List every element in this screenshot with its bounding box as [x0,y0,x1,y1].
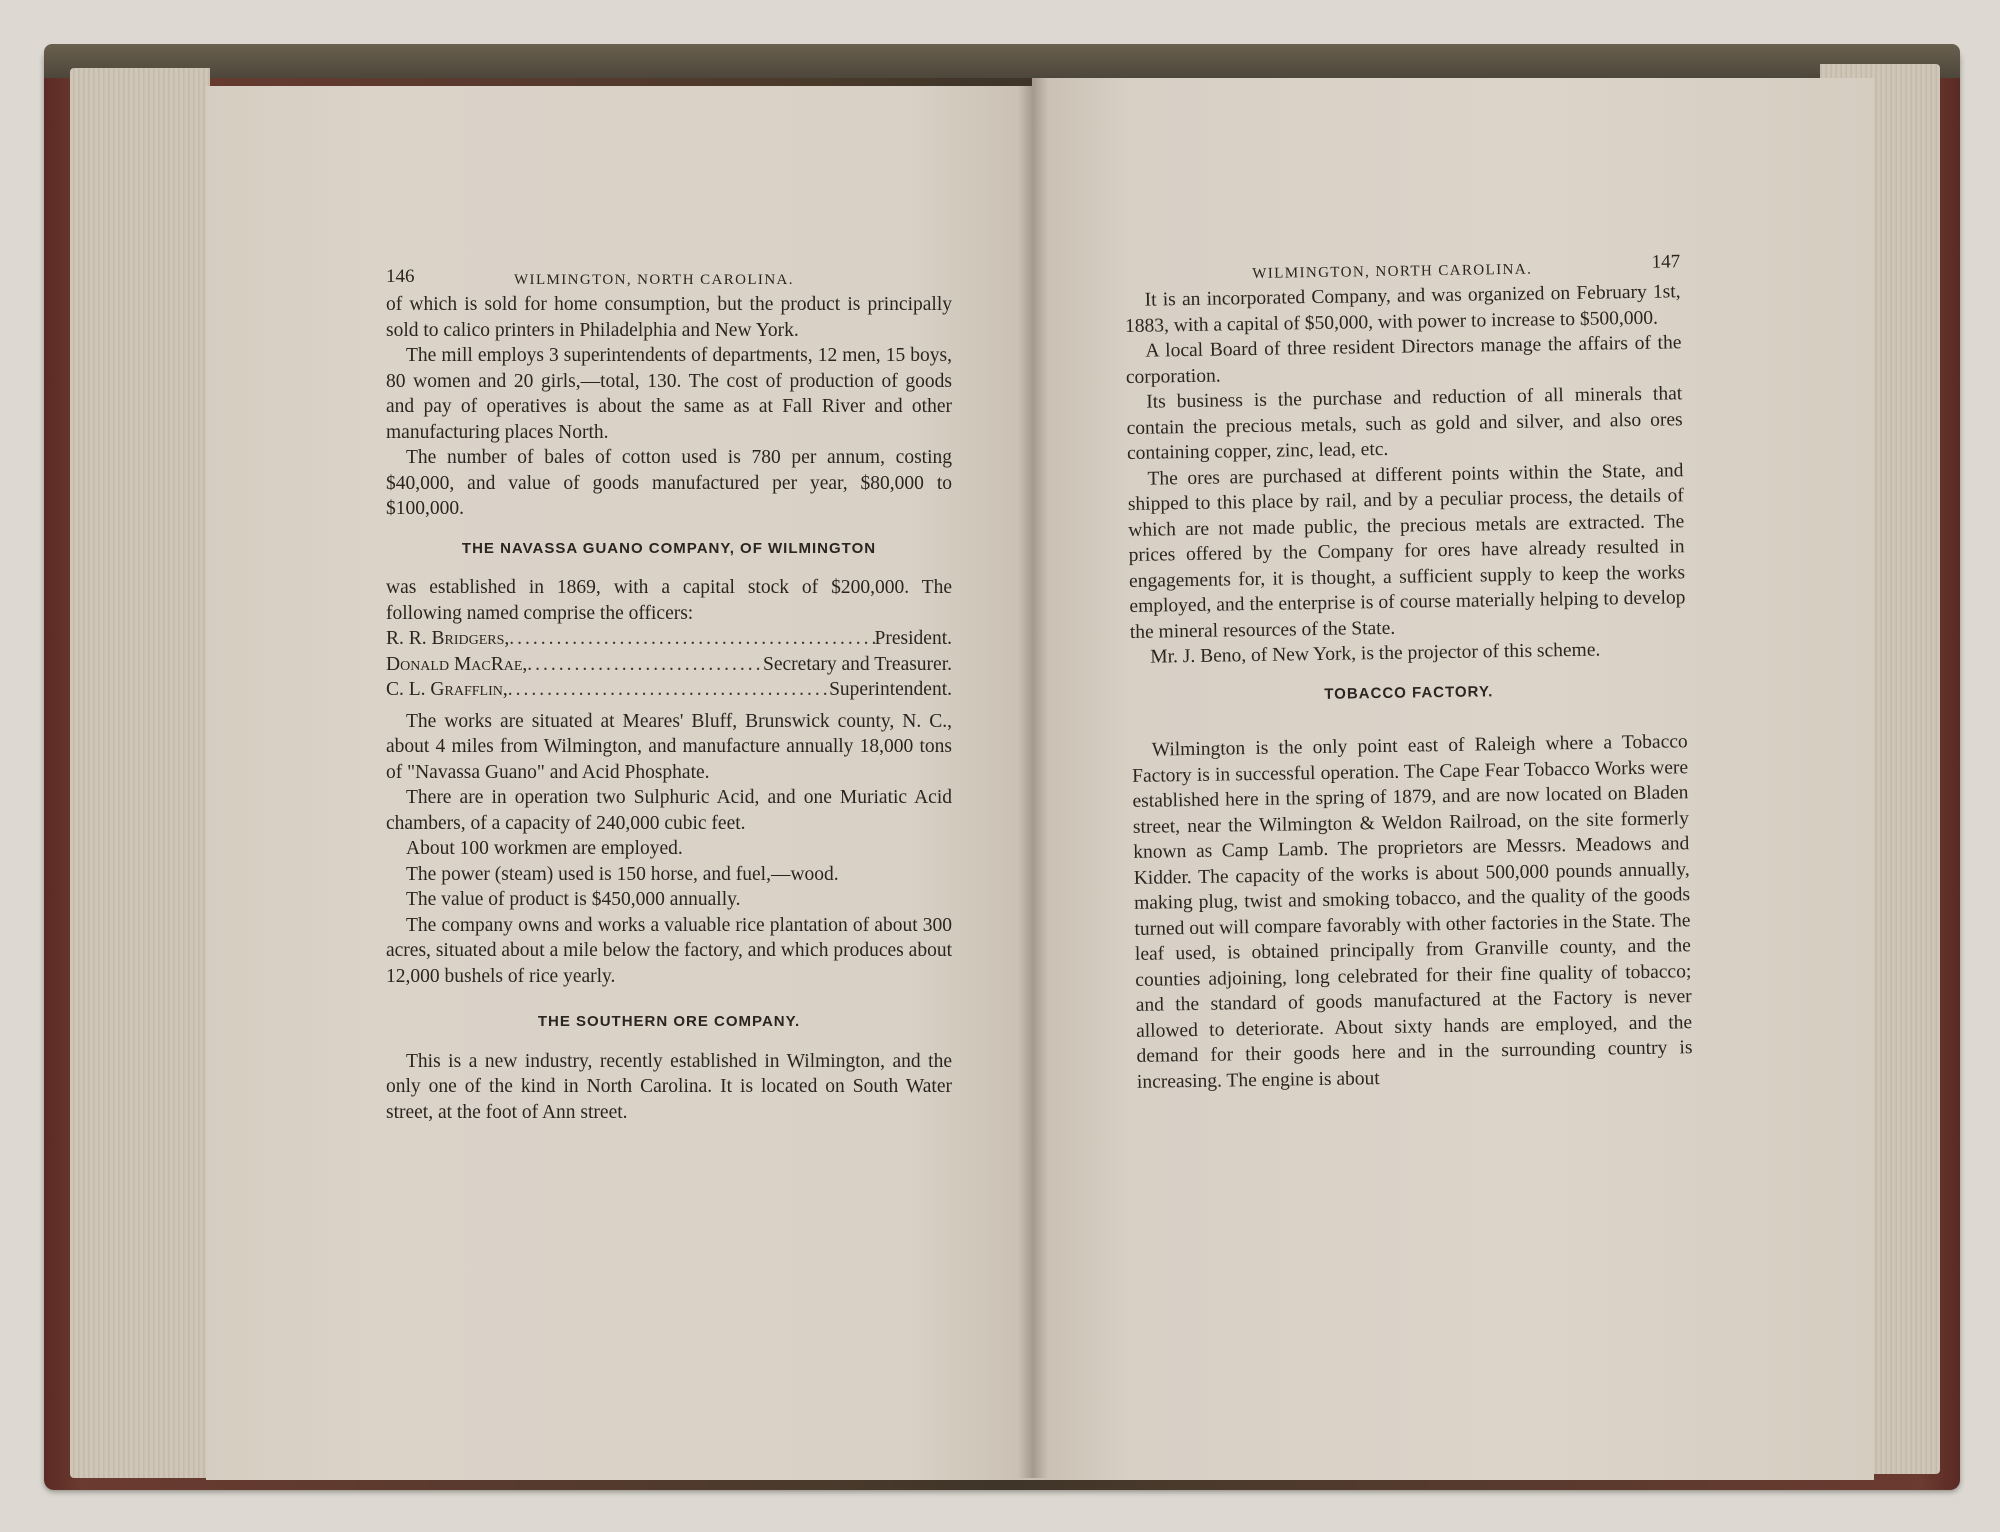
leader-dots [509,626,874,652]
book-gutter [1018,78,1048,1478]
page-number: 146 [386,266,415,287]
paragraph: Its business is the purchase and reduction of all minerals that contain the precious metals, such as gold and silver, and also ores containing copper, zinc, lead, etc. [1126,383,1683,464]
officer-row [386,677,952,703]
paragraph: Mr. J. Beno, of New York, is the projector of this scheme. [1150,639,1601,668]
paragraph: The number of bales of cotton used is 780 per annum, costing $40,000, and value of goods manufactured per year, $80,000 to $100,000. [386,447,952,519]
paragraph: of which is sold for home consumption, but the product is principally sold to calico printers in Philadelphia and New York. [386,294,952,341]
section-heading: THE SOUTHERN ORE COMPANY. [537,1013,801,1030]
running-title: WILMINGTON, NORTH CAROLINA. [1252,261,1533,282]
right-page-text [1124,249,1693,1095]
page-number: 147 [1651,251,1681,273]
left-page-text [386,262,952,1125]
book-spine-top [44,44,1960,78]
paragraph: The mill employs 3 superintendents of departments, 12 men, 15 boys, 80 women and 20 girls,—total, 130. The cost of production of goods and pay of operatives is about the same as at Fall River and other manufacturing places North. [386,345,952,443]
paragraph: It is an incorporated Company, and was organized on February 1st, 1883, with a capital of $50,000, with power to increase to $500,000. [1124,281,1681,337]
page-edges-left [70,68,210,1478]
leader-dots [527,652,763,678]
officer-name: Donald MacRae, [386,653,528,675]
officer-row [386,626,952,652]
left-running-head [386,262,952,292]
paragraph: There are in operation two Sulphuric Acid, and one Muriatic Acid chambers, of a capacity of 240,000 cubic feet. [386,787,952,834]
paragraph: Wilmington is the only point east of Raleigh where a Tobacco Factory is in successful operation. The Cape Fear Tobacco Works were established here in the spring of 1879, and are now located on Bladen street, near the Wilmington & Weldon Railroad, on the site formerly known as Camp Lamb. The proprietors are Messrs. Meadows and Kidder. The capacity of the works is about 500,000 pounds annually, making plug, twist and smoking tobacco, and the quality of the goods turned out will compare favorably with other factories in the State. The leaf used, is obtained principally from Granville county, and the counties adjoining, long celebrated for their fine quality of tobacco; and the standard of goods manufactured at the Factory is never allowed to deteriorate. About sixty hands are employed, and the demand for their goods here and in the surrounding country is increasing. The engine is about [1131,731,1693,1093]
section-heading: THE NAVASSA GUANO COMPANY, OF WILMINGTON [461,539,877,557]
paragraph: This is a new industry, recently established in Wilmington, and the only one of the kind in North Carolina. It is located on South Water street, at the foot of Ann street. [386,1050,952,1123]
paragraph: A local Board of three resident Directors manage the affairs of the corporation. [1125,332,1682,388]
paragraph: The ores are purchased at different points within the State, and shipped to this place by rail, and by a peculiar process, the details of which are not made public, the precious metals are extracted. The prices offered by the Company for ores have already resulted in engagements for, it is thought, a sufficient supply to keep the works employed, and the enterprise is of course materially helping to develop the mineral resources of the State. [1127,459,1686,643]
section-heading: TOBACCO FACTORY. [1324,682,1494,703]
officer-title: Superintendent. [829,679,952,700]
officer-title: Secretary and Treasurer. [763,653,952,675]
paragraph: was established in 1869, with a capital stock of $200,000. The following named comprise the officers: [386,577,952,624]
paragraph: The value of product is $450,000 annually. [406,889,741,910]
paragraph: The power (steam) used is 150 horse, and fuel,—wood. [406,863,839,885]
officer-row [386,652,952,678]
officer-name: C. L. Grafflin, [386,679,508,700]
paragraph: About 100 workmen are employed. [406,838,683,859]
running-title: WILMINGTON, NORTH CAROLINA. [514,272,794,288]
paragraph: The works are situated at Meares' Bluff, Brunswick county, N. C., about 4 miles from Wilmington, and manufacture annually 18,000 tons of "Navassa Guano" and Acid Phosphate. [386,710,952,783]
officer-title: President. [874,628,952,649]
leader-dots [508,677,829,703]
paragraph: The company owns and works a valuable rice plantation of about 300 acres, situated about a mile below the factory, and which produces about 12,000 bushels of rice yearly. [386,914,952,987]
officer-name: R. R. Bridgers, [386,628,510,649]
